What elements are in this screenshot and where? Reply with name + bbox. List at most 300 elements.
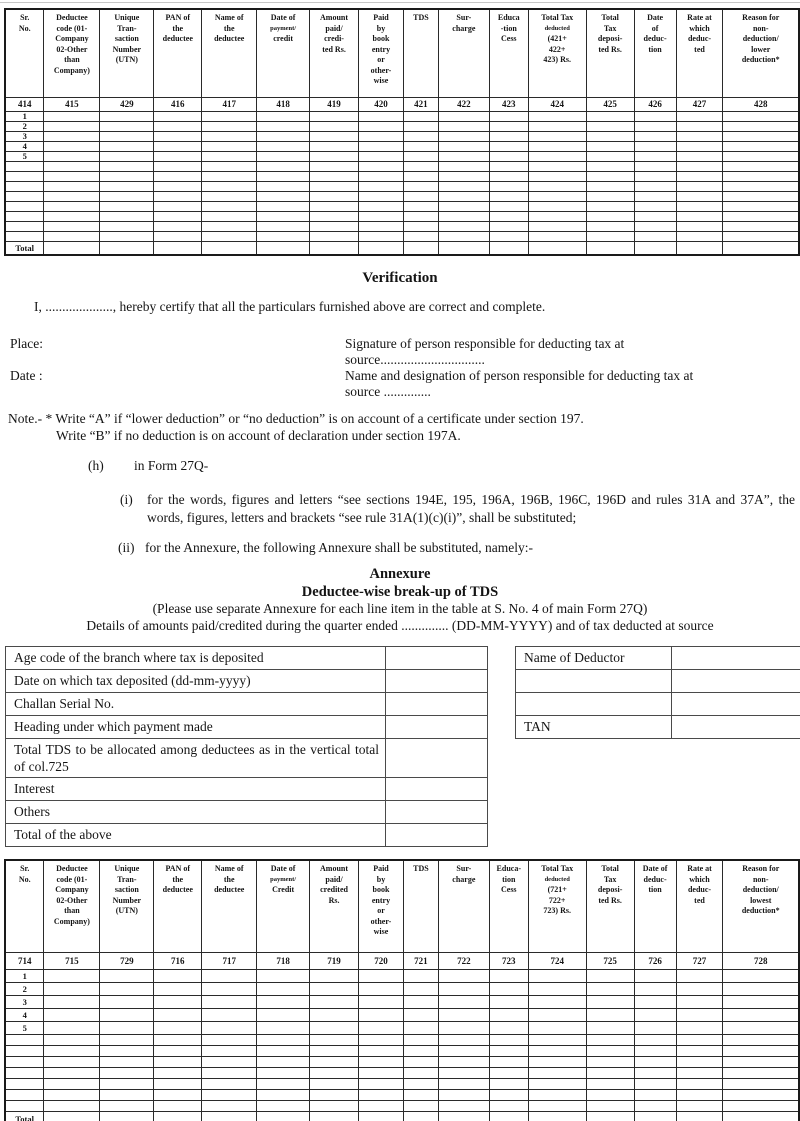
blank-cell	[202, 1035, 257, 1046]
blank-cell	[359, 1009, 404, 1022]
blank-cell	[586, 162, 634, 172]
blank-cell	[403, 1009, 438, 1022]
blank-row	[5, 1101, 799, 1112]
blank-cell	[310, 1068, 359, 1079]
blank-cell	[202, 242, 257, 256]
challan-row-label: Challan Serial No.	[6, 693, 386, 716]
verification-title: Verification	[362, 270, 438, 286]
blank-cell	[359, 132, 404, 142]
deductor-row-label	[516, 670, 672, 693]
blank-cell	[586, 1022, 634, 1035]
blank-cell	[100, 172, 154, 182]
blank-cell	[586, 1057, 634, 1068]
blank-cell	[202, 1101, 257, 1112]
blank-cell	[310, 1101, 359, 1112]
page-top-rule	[0, 2, 800, 3]
column-header: Date of payment/ Credit	[257, 860, 310, 953]
blank-cell	[5, 1079, 44, 1090]
blank-cell	[310, 122, 359, 132]
blank-cell	[586, 112, 634, 122]
clause-h-label: (h)	[88, 458, 104, 473]
blank-cell	[100, 970, 154, 983]
blank-cell	[676, 222, 723, 232]
column-code-cell: 718	[257, 953, 310, 970]
blank-cell	[528, 983, 586, 996]
serial-cell: 3	[5, 996, 44, 1009]
blank-cell	[154, 1079, 202, 1090]
blank-cell	[202, 152, 257, 162]
blank-cell	[438, 172, 489, 182]
column-code-cell: 724	[528, 953, 586, 970]
blank-cell	[359, 1079, 404, 1090]
challan-row-label: Total of the above	[6, 824, 386, 847]
blank-cell	[100, 1112, 154, 1121]
blank-cell	[359, 1068, 404, 1079]
blank-cell	[257, 983, 310, 996]
blank-cell	[403, 142, 438, 152]
serial-cell: 2	[5, 983, 44, 996]
column-code-cell: 722	[438, 953, 489, 970]
blank-cell	[489, 1101, 528, 1112]
column-header: Unique Tran- saction Number (UTN)	[100, 860, 154, 953]
blank-cell	[489, 1090, 528, 1101]
blank-cell	[154, 996, 202, 1009]
blank-cell	[257, 1112, 310, 1121]
blank-cell	[723, 983, 799, 996]
entry-row	[5, 970, 799, 983]
blank-row	[5, 1079, 799, 1090]
blank-cell	[359, 1057, 404, 1068]
clause-i-label: (i)	[120, 492, 133, 507]
column-code-cell: 414	[5, 98, 44, 112]
blank-cell	[100, 983, 154, 996]
blank-cell	[100, 1046, 154, 1057]
date-label: Date :	[10, 368, 43, 383]
blank-row	[5, 232, 799, 242]
blank-cell	[44, 1057, 100, 1068]
blank-cell	[586, 1101, 634, 1112]
blank-cell	[634, 172, 676, 182]
blank-cell	[528, 1035, 586, 1046]
blank-cell	[528, 232, 586, 242]
clause-h-text: in Form 27Q-	[134, 458, 209, 473]
blank-cell	[202, 212, 257, 222]
serial-cell: 1	[5, 112, 44, 122]
challan-row	[6, 778, 488, 801]
column-code-cell: 425	[586, 98, 634, 112]
blank-cell	[202, 132, 257, 142]
blank-cell	[310, 162, 359, 172]
blank-row	[5, 162, 799, 172]
blank-cell	[634, 162, 676, 172]
blank-cell	[359, 242, 404, 256]
blank-cell	[403, 1022, 438, 1035]
blank-cell	[586, 142, 634, 152]
blank-cell	[676, 1068, 723, 1079]
challan-row-value	[386, 778, 488, 801]
blank-cell	[44, 996, 100, 1009]
blank-cell	[403, 192, 438, 202]
blank-cell	[154, 142, 202, 152]
blank-cell	[438, 232, 489, 242]
blank-cell	[586, 1079, 634, 1090]
blank-cell	[359, 202, 404, 212]
column-header: TDS	[403, 9, 438, 98]
column-code-cell: 726	[634, 953, 676, 970]
blank-cell	[489, 1022, 528, 1035]
deductor-row-label: TAN	[516, 716, 672, 739]
blank-cell	[359, 1046, 404, 1057]
blank-cell	[723, 132, 799, 142]
blank-cell	[438, 1068, 489, 1079]
column-code-cell: 719	[310, 953, 359, 970]
column-code-cell: 417	[202, 98, 257, 112]
blank-cell	[438, 192, 489, 202]
blank-cell	[257, 1068, 310, 1079]
blank-cell	[359, 142, 404, 152]
blank-cell	[676, 212, 723, 222]
blank-cell	[528, 242, 586, 256]
blank-cell	[310, 232, 359, 242]
blank-cell	[154, 212, 202, 222]
blank-cell	[44, 1009, 100, 1022]
tds-table-form-27q	[4, 859, 800, 1121]
deductor-row-value	[672, 647, 800, 670]
blank-cell	[528, 192, 586, 202]
deductor-row-label: Name of Deductor	[516, 647, 672, 670]
blank-cell	[438, 212, 489, 222]
blank-cell	[723, 182, 799, 192]
blank-cell	[586, 192, 634, 202]
blank-cell	[489, 112, 528, 122]
blank-cell	[44, 142, 100, 152]
blank-cell	[489, 242, 528, 256]
blank-cell	[634, 202, 676, 212]
column-code-cell: 426	[634, 98, 676, 112]
name-designation-line-2: source ..............	[345, 384, 431, 399]
blank-cell	[676, 132, 723, 142]
column-code-cell: 427	[676, 98, 723, 112]
blank-cell	[634, 1112, 676, 1121]
blank-cell	[202, 1057, 257, 1068]
blank-cell	[586, 182, 634, 192]
blank-cell	[723, 232, 799, 242]
blank-cell	[586, 1068, 634, 1079]
blank-cell	[100, 162, 154, 172]
blank-cell	[634, 1057, 676, 1068]
blank-cell	[154, 970, 202, 983]
blank-cell	[489, 1057, 528, 1068]
blank-cell	[634, 112, 676, 122]
blank-cell	[676, 983, 723, 996]
blank-cell	[676, 970, 723, 983]
name-designation-line-1: Name and designation of person responsible for deducting tax at	[345, 368, 694, 383]
blank-cell	[528, 222, 586, 232]
column-header: Deductee code (01- Company 02-Other than Company)	[44, 860, 100, 953]
blank-cell	[202, 222, 257, 232]
blank-cell	[634, 1068, 676, 1079]
blank-cell	[257, 212, 310, 222]
blank-cell	[676, 162, 723, 172]
column-header: Deductee code (01- Company 02-Other than Company)	[44, 9, 100, 98]
blank-cell	[634, 242, 676, 256]
blank-cell	[202, 112, 257, 122]
column-header: Total Tax deducted (721+ 722+ 723) Rs.	[528, 860, 586, 953]
blank-cell	[586, 996, 634, 1009]
challan-row-label: Age code of the branch where tax is deposited	[6, 647, 386, 670]
blank-cell	[44, 1101, 100, 1112]
blank-cell	[676, 1009, 723, 1022]
blank-cell	[676, 142, 723, 152]
blank-cell	[723, 192, 799, 202]
blank-cell	[676, 122, 723, 132]
blank-cell	[723, 1112, 799, 1121]
column-code-cell: 714	[5, 953, 44, 970]
blank-row	[5, 1057, 799, 1068]
blank-cell	[676, 242, 723, 256]
blank-cell	[202, 232, 257, 242]
blank-cell	[257, 1090, 310, 1101]
column-header: Amount paid/ credi- ted Rs.	[310, 9, 359, 98]
column-code-cell: 723	[489, 953, 528, 970]
blank-cell	[528, 182, 586, 192]
blank-cell	[634, 182, 676, 192]
blank-cell	[202, 996, 257, 1009]
blank-cell	[586, 202, 634, 212]
blank-cell	[310, 983, 359, 996]
clause-ii	[118, 539, 800, 557]
blank-cell	[403, 1068, 438, 1079]
blank-cell	[634, 1022, 676, 1035]
serial-cell: 1	[5, 970, 44, 983]
blank-cell	[5, 1035, 44, 1046]
column-header: Sr. No.	[5, 860, 44, 953]
challan-row	[6, 824, 488, 847]
blank-cell	[100, 1009, 154, 1022]
blank-cell	[586, 232, 634, 242]
blank-cell	[359, 996, 404, 1009]
blank-cell	[202, 983, 257, 996]
blank-cell	[403, 132, 438, 142]
blank-cell	[359, 182, 404, 192]
blank-cell	[676, 172, 723, 182]
column-code-cell: 419	[310, 98, 359, 112]
blank-cell	[310, 996, 359, 1009]
blank-cell	[154, 1009, 202, 1022]
challan-row-label: Interest	[6, 778, 386, 801]
blank-cell	[403, 996, 438, 1009]
blank-cell	[586, 132, 634, 142]
signature-block-right	[345, 336, 795, 400]
blank-cell	[586, 152, 634, 162]
challan-row-label: Heading under which payment made	[6, 716, 386, 739]
blank-cell	[100, 202, 154, 212]
clause-ii-label: (ii)	[118, 540, 135, 555]
blank-cell	[528, 1090, 586, 1101]
blank-row	[5, 182, 799, 192]
blank-cell	[44, 242, 100, 256]
serial-cell: 2	[5, 122, 44, 132]
blank-cell	[634, 222, 676, 232]
blank-cell	[44, 1090, 100, 1101]
blank-cell	[154, 132, 202, 142]
blank-cell	[723, 172, 799, 182]
column-header: Unique Tran- saction Number (UTN)	[100, 9, 154, 98]
column-header: Sur- charge	[438, 9, 489, 98]
blank-cell	[5, 1090, 44, 1101]
signature-line-2: source...............................	[345, 352, 485, 367]
blank-row	[5, 1068, 799, 1079]
column-code-cell: 716	[154, 953, 202, 970]
column-code-cell: 429	[100, 98, 154, 112]
clause-h	[88, 458, 800, 475]
deductor-row-label	[516, 693, 672, 716]
blank-cell	[154, 172, 202, 182]
clause-i	[120, 491, 800, 527]
total-row	[5, 1112, 799, 1121]
blank-cell	[310, 222, 359, 232]
blank-cell	[403, 162, 438, 172]
blank-cell	[489, 222, 528, 232]
column-header: Reason for non- deduction/ lowest deduction*	[723, 860, 799, 953]
blank-cell	[438, 202, 489, 212]
serial-cell: 3	[5, 132, 44, 142]
blank-cell	[359, 212, 404, 222]
blank-cell	[257, 1009, 310, 1022]
serial-cell: 4	[5, 142, 44, 152]
blank-cell	[44, 212, 100, 222]
blank-cell	[154, 162, 202, 172]
deductor-row	[516, 716, 800, 739]
blank-cell	[723, 970, 799, 983]
blank-cell	[154, 222, 202, 232]
blank-cell	[5, 1068, 44, 1079]
deductor-row	[516, 670, 800, 693]
blank-cell	[634, 122, 676, 132]
blank-cell	[403, 212, 438, 222]
blank-cell	[586, 1112, 634, 1121]
blank-cell	[528, 122, 586, 132]
footnote-line-1: Note.- * Write “A” if “lower deduction” or “no deduction” is on account of a certificate under section 197.	[8, 411, 584, 426]
blank-cell	[403, 1046, 438, 1057]
blank-cell	[359, 232, 404, 242]
blank-cell	[634, 152, 676, 162]
blank-cell	[100, 1101, 154, 1112]
blank-cell	[44, 172, 100, 182]
blank-cell	[528, 1046, 586, 1057]
blank-cell	[154, 1090, 202, 1101]
blank-cell	[403, 1090, 438, 1101]
column-header: Date of deduc- tion	[634, 9, 676, 98]
blank-cell	[723, 1079, 799, 1090]
blank-cell	[44, 132, 100, 142]
blank-cell	[438, 1057, 489, 1068]
blank-cell	[676, 1046, 723, 1057]
blank-cell	[44, 202, 100, 212]
blank-cell	[310, 1112, 359, 1121]
blank-cell	[528, 970, 586, 983]
blank-cell	[403, 152, 438, 162]
total-label-cell: Total	[5, 242, 44, 256]
blank-cell	[257, 132, 310, 142]
blank-cell	[154, 192, 202, 202]
column-header: Educa- tion Cess	[489, 860, 528, 953]
blank-cell	[154, 112, 202, 122]
blank-cell	[676, 1090, 723, 1101]
certify-statement: I, ...................., hereby certify that all the particulars furnished above are correct and complete.	[34, 299, 546, 314]
serial-cell: 5	[5, 152, 44, 162]
annexure-subtitle: Deductee-wise break-up of TDS	[301, 584, 499, 600]
blank-cell	[489, 1112, 528, 1121]
blank-cell	[676, 1112, 723, 1121]
column-header: Educa -tion Cess	[489, 9, 528, 98]
column-code-cell: 415	[44, 98, 100, 112]
blank-cell	[359, 152, 404, 162]
column-code-cell: 422	[438, 98, 489, 112]
blank-cell	[5, 202, 44, 212]
blank-cell	[723, 162, 799, 172]
blank-cell	[310, 112, 359, 122]
challan-row	[6, 739, 488, 778]
blank-cell	[257, 970, 310, 983]
blank-cell	[202, 1022, 257, 1035]
column-code-cell: 416	[154, 98, 202, 112]
entry-row	[5, 152, 799, 162]
blank-cell	[257, 162, 310, 172]
blank-cell	[403, 983, 438, 996]
blank-cell	[359, 1035, 404, 1046]
column-code-cell: 727	[676, 953, 723, 970]
blank-cell	[202, 1079, 257, 1090]
blank-cell	[359, 192, 404, 202]
blank-cell	[154, 1035, 202, 1046]
blank-cell	[310, 1079, 359, 1090]
tds-table-form-27eq	[4, 8, 800, 256]
blank-cell	[44, 192, 100, 202]
blank-cell	[723, 202, 799, 212]
blank-cell	[154, 1112, 202, 1121]
signature-block	[10, 336, 800, 400]
column-header: Reason for non- deduction/ lower deduction*	[723, 9, 799, 98]
blank-cell	[489, 970, 528, 983]
blank-cell	[100, 112, 154, 122]
blank-cell	[489, 142, 528, 152]
blank-cell	[586, 1009, 634, 1022]
entry-row	[5, 132, 799, 142]
blank-row	[5, 192, 799, 202]
blank-cell	[723, 242, 799, 256]
deductor-details-table	[515, 646, 800, 739]
blank-cell	[528, 1022, 586, 1035]
blank-cell	[257, 996, 310, 1009]
blank-cell	[403, 112, 438, 122]
blank-cell	[438, 142, 489, 152]
blank-cell	[489, 212, 528, 222]
blank-cell	[489, 152, 528, 162]
clause-i-text: for the words, figures and letters “see sections 194E, 195, 196A, 196B, 196C, 196D and rules 31A and 37A”, the words, figures, letters and brackets “see rule 31A(1)(c)(i)”, shall be substituted;	[147, 492, 795, 525]
place-label: Place:	[10, 336, 43, 351]
blank-cell	[489, 1068, 528, 1079]
blank-cell	[44, 222, 100, 232]
blank-cell	[723, 1046, 799, 1057]
challan-row-value	[386, 647, 488, 670]
blank-cell	[100, 212, 154, 222]
column-header: Paid by book entry or other- wise	[359, 9, 404, 98]
column-code-cell: 421	[403, 98, 438, 112]
blank-cell	[100, 192, 154, 202]
column-header: Total Tax deposi- ted Rs.	[586, 9, 634, 98]
blank-cell	[676, 192, 723, 202]
